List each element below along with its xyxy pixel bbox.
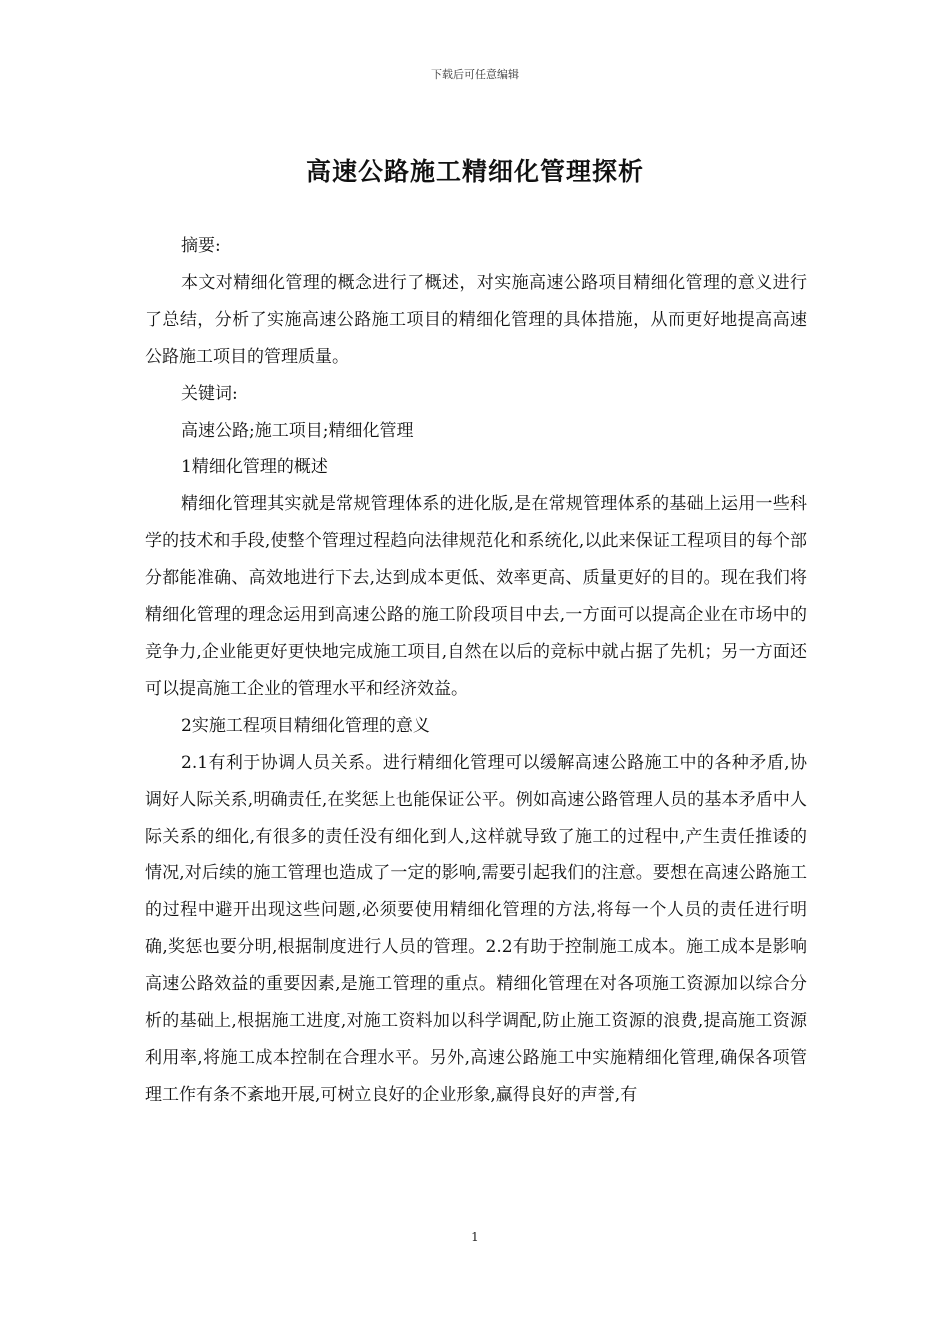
section-2-paragraph: 2.1有利于协调人员关系。进行精细化管理可以缓解高速公路施工中的各种矛盾,协调好人际关系,明确责任,在奖惩上也能保证公平。例如高速公路管理人员的基本矛盾中人际关系的细化,有很多的责任没有细化到人,这样就导致了施工的过程中,产生责任推诿的情况,对后续的施工管理也造成了一定的影响,需要引起我们的注意。要想在高速公路施工的过程中避开出现这些问题,必须要使用精细化管理的方法,将每一个人员的责任进行明确,奖惩也要分明,根据制度进行人员的管理。2.2有助于控制施工成本。施工成本是影响高速公路效益的重要因素,是施工管理的重点。精细化管理在对各项施工资源加以综合分析的基础上,根据施工进度,对施工资料加以科学调配,防止施工资源的浪费,提高施工资源利用率,将施工成本控制在合理水平。另外,高速公路施工中实施精细化管理,确保各项管理工作有条不紊地开展,可树立良好的企业形象,赢得良好的声誉,有 xyxy=(145,752,807,1105)
abstract-heading: 摘要: xyxy=(181,236,221,256)
abstract-text: 本文对精细化管理的概念进行了概述，对实施高速公路项目精细化管理的意义进行了总结，分析了实施高速公路施工项目的精细化管理的具体措施，从而更好地提高高速公路施工项目的管理质量。 xyxy=(145,272,807,367)
section-1-heading: 1精细化管理的概述 xyxy=(181,457,328,478)
page-header: 下载后可任意编辑 xyxy=(431,68,519,81)
section-1-paragraph: 精细化管理其实就是常规管理体系的进化版,是在常规管理体系的基础上运用一些科学的技术和手段,使整个管理过程趋向法律规范化和系统化,以此来保证工程项目的每个部分都能准确、高效地进行下去,达到成本更低、效率更高、质量更好的目的。现在我们将精细化管理的理念运用到高速公路的施工阶段项目中去,一方面可以提高企业在市场中的竞争力,企业能更好更快地完成施工项目,自然在以后的竞标中就占据了先机；另一方面还可以提高施工企业的管理水平和经济效益。 xyxy=(145,494,807,699)
document-body xyxy=(145,228,807,1114)
keywords-text: 高速公路;施工项目;精细化管理 xyxy=(181,420,414,441)
keywords-heading: 关键词: xyxy=(181,383,238,404)
section-2-heading: 2实施工程项目精细化管理的意义 xyxy=(181,715,430,736)
document-title: 高速公路施工精细化管理探析 xyxy=(305,157,644,186)
page-number: 1 xyxy=(471,1230,479,1244)
